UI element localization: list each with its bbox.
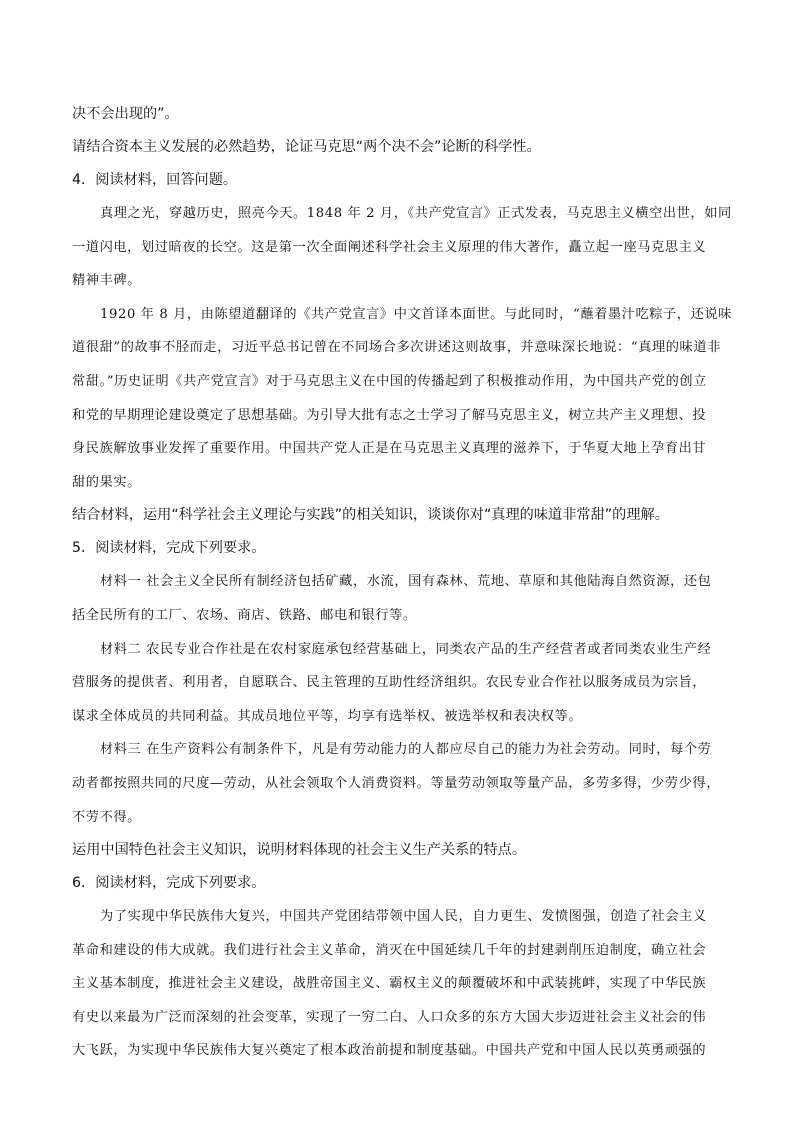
material-line: 有史以来最为广泛而深刻的社会变革，实现了一穷二白、人口众多的东方大国大步迈进社会主义社会的伟 xyxy=(72,1009,707,1025)
material-line: 括全民所有的工厂、农场、商店、铁路、邮电和银行等。 xyxy=(72,607,417,623)
material-line: 1920 年 8 月，由陈望道翻译的《共产党宣言》中文首译本面世。与此同时，“蘸着墨汁吃粽子，还说味 xyxy=(100,306,732,322)
question-prompt: 请结合资本主义发展的必然趋势，论证马克思“两个决不会”论断的科学性。 xyxy=(72,139,541,155)
material-line: 动者都按照共同的尺度—劳动，从社会领取个人消费资料。等量劳动领取等量产品，多劳多得，少劳少得， xyxy=(72,775,721,791)
question-prompt: 结合材料，运用“科学社会主义理论与实践”的相关知识，谈谈你对“真理的味道非常甜”的理解。 xyxy=(72,507,669,524)
question-prompt: 运用中国特色社会主义知识，说明材料体现的社会主义生产关系的特点。 xyxy=(72,842,527,859)
text-line: 决不会出现的”。 xyxy=(72,106,179,122)
material-line: 身民族解放事业发挥了重要作用。中国共产党人正是在马克思主义真理的滋养下，于华夏大地上孕育出甘 xyxy=(72,441,707,457)
material-line: 谋求全体成员的共同利益。其成员地位平等，均享有选举权、被选举权和表决权等。 xyxy=(72,708,583,724)
material-line: 道很甜”的故事不胫而走，习近平总书记曾在不同场合多次讲述这则故事，并意味深长地说：“真理的味道非 xyxy=(72,340,721,356)
material-line: 精神丰碑。 xyxy=(72,273,141,289)
page-content xyxy=(72,98,732,1068)
material-line: 一道闪电，划过暗夜的长空。这是第一次全面阐述科学社会主义原理的伟大著作，矗立起一座马克思主义 xyxy=(72,239,707,255)
material-line: 真理之光，穿越历史，照亮今天。1848 年 2 月，《共产党宣言》正式发表，马克思主义横空出世，如同 xyxy=(100,206,732,221)
material-line: 材料二 农民专业合作社是在农村家庭承包经营基础上，同类农产品的生产经营者或者同类农业生产经 xyxy=(100,641,712,657)
material-line: 主义基本制度，推进社会主义建设，战胜帝国主义、霸权主义的颠覆破坏和中武装挑衅，实现了中华民族 xyxy=(72,976,707,992)
question-5-heading: 5．阅读材料，完成下列要求。 xyxy=(72,540,266,557)
material-line: 不劳不得。 xyxy=(72,809,141,825)
material-line: 为了实现中华民族伟大复兴，中国共产党团结带领中国人民，自力更生、发愤图强，创造了社会主义 xyxy=(100,909,707,925)
material-line: 常甜。”历史证明《共产党宣言》对于马克思主义在中国的传播起到了积极推动作用，为中国共产党的创立 xyxy=(72,373,707,389)
material-line: 材料一 社会主义全民所有制经济包括矿藏，水流，国有森林、荒地、草原和其他陆海自然资源，还包 xyxy=(100,574,712,590)
material-line: 甜的果实。 xyxy=(72,474,141,490)
material-line: 营服务的提供者、利用者，自愿联合、民主管理的互助性经济组织。农民专业合作社以服务成员为宗旨， xyxy=(72,675,707,691)
material-line: 和党的早期理论建设奠定了思想基础。为引导大批有志之士学习了解马克思主义，树立共产主义理想、投 xyxy=(72,407,707,423)
question-6-heading: 6．阅读材料，完成下列要求。 xyxy=(72,875,266,892)
material-line: 革命和建设的伟大成就。我们进行社会主义革命，消灭在中国延续几千年的封建剥削压迫制度，确立社会 xyxy=(72,942,707,958)
question-4-heading: 4．阅读材料，回答问题。 xyxy=(72,172,238,188)
material-line: 大飞跃，为实现中华民族伟大复兴奠定了根本政治前提和制度基础。中国共产党和中国人民以英勇顽强的 xyxy=(72,1043,707,1059)
material-line: 材料三 在生产资料公有制条件下，凡是有劳动能力的人都应尽自己的能力为社会劳动。同时，每个劳 xyxy=(100,742,712,758)
